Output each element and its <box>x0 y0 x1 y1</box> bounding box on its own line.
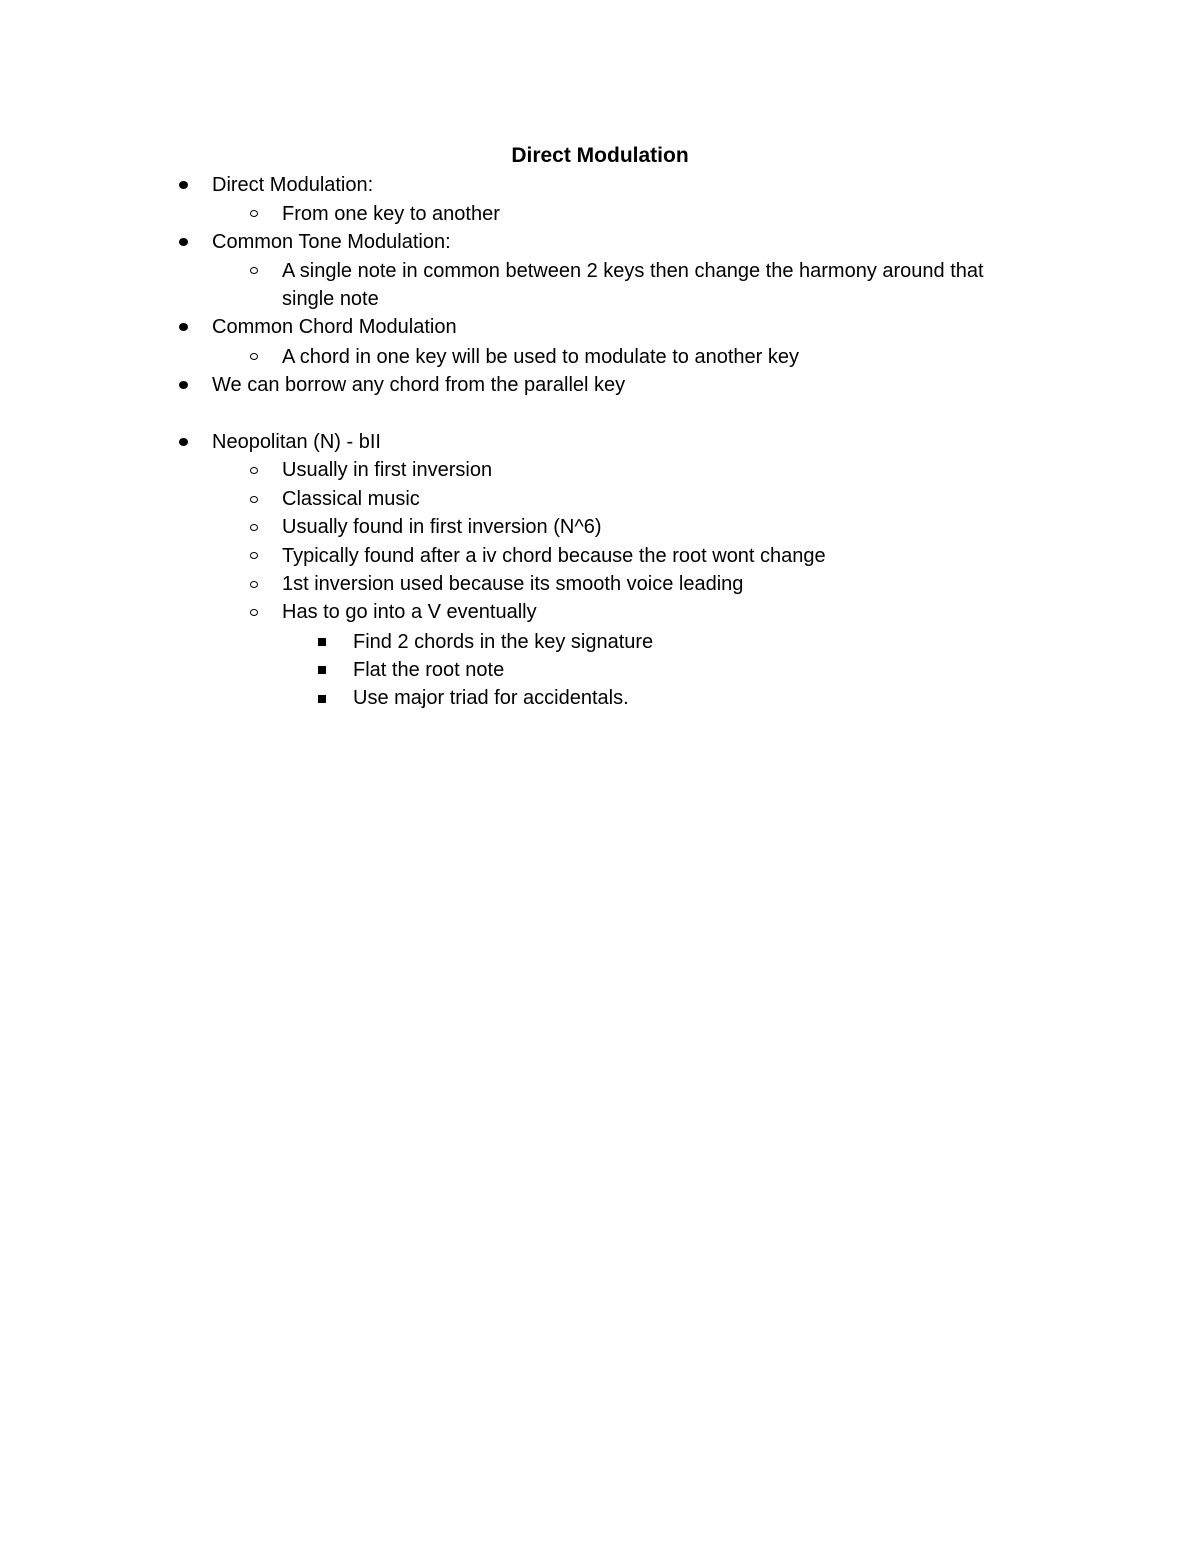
list-item: Common Tone Modulation: <box>212 231 451 253</box>
list-item: Usually found in first inversion (N^6) <box>282 516 602 538</box>
bullet-circle-icon <box>250 496 258 503</box>
bullet-circle-icon <box>250 467 258 474</box>
list-item: From one key to another <box>282 203 500 225</box>
bullet-circle-icon <box>250 581 258 588</box>
bullet-disc-icon <box>179 238 188 246</box>
list-item: 1st inversion used because its smooth voice leading <box>282 573 744 595</box>
list-item: Classical music <box>282 488 420 510</box>
list-item: Use major triad for accidentals. <box>353 687 629 709</box>
bullet-square-icon <box>318 695 326 703</box>
bullet-circle-icon <box>250 609 258 616</box>
bullet-circle-icon <box>250 524 258 531</box>
bullet-square-icon <box>318 666 326 674</box>
bullet-circle-icon <box>250 353 258 360</box>
list-item: Common Chord Modulation <box>212 316 457 338</box>
list-item: We can borrow any chord from the parallel key <box>212 374 626 396</box>
list-item: A single note in common between 2 keys then change the harmony around that <box>282 260 984 282</box>
list-item: Usually in first inversion <box>282 459 493 481</box>
list-item: Has to go into a V eventually <box>282 601 537 623</box>
bullet-circle-icon <box>250 552 258 559</box>
list-item: Direct Modulation: <box>212 174 374 196</box>
bullet-disc-icon <box>179 323 188 331</box>
bullet-disc-icon <box>179 181 188 189</box>
bullet-disc-icon <box>179 438 188 446</box>
list-item: Find 2 chords in the key signature <box>353 631 654 653</box>
list-item: Neopolitan (N) - bII <box>212 431 381 453</box>
bullet-circle-icon <box>250 267 258 274</box>
list-item: Typically found after a iv chord because the root wont change <box>282 545 826 567</box>
page-title: Direct Modulation <box>511 144 689 167</box>
list-item: A chord in one key will be used to modulate to another key <box>282 346 799 368</box>
bullet-square-icon <box>318 638 326 646</box>
bullet-disc-icon <box>179 381 188 389</box>
list-item: Flat the root note <box>353 659 505 681</box>
bullet-circle-icon <box>250 210 258 217</box>
list-item-continuation: single note <box>282 288 379 310</box>
